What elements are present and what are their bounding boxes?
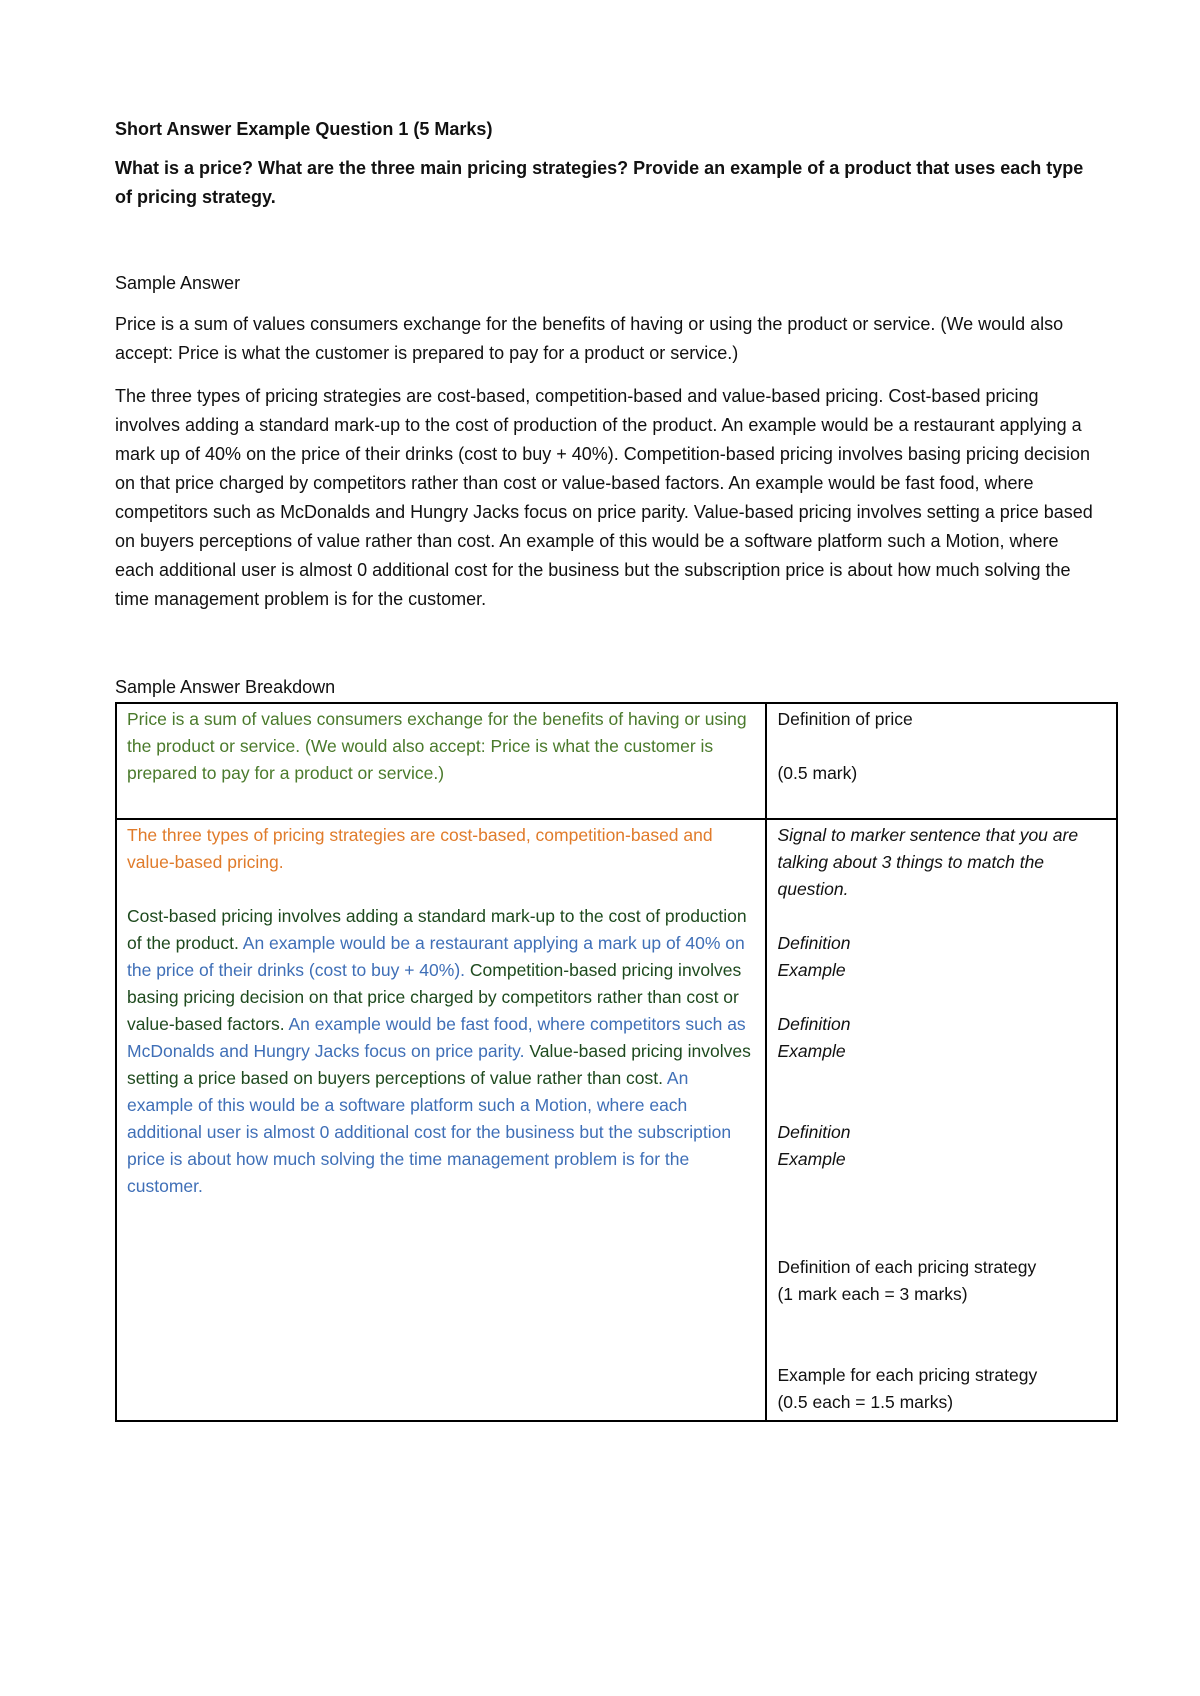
definition-note: Definition [777,1014,851,1034]
table-cell [766,819,1117,1421]
definition-each-label: Definition of each pricing strategy [777,1257,1037,1277]
value-example: An example of this would be a software platform such a Motion, where each additional user is almost 0 additional cost for the business but the subscription price is about how much solving the time management problem is for the customer. [127,1068,732,1196]
example-note: Example [777,960,846,980]
table-cell [766,703,1117,819]
signal-note: Signal to marker sentence that you are talking about 3 things to match the question. [777,825,1079,899]
table-row [116,703,1117,819]
table-cell [116,703,766,819]
competition-example: An example would be fast food, where competitors such as McDonalds and Hungry Jacks focus on price parity. [127,1014,746,1061]
definition-note: Definition [777,1122,851,1142]
cost-definition: Cost-based pricing involves adding a standard mark-up to the cost of production of the product. [127,906,747,953]
value-definition: Value-based pricing involves setting a price based on buyers perceptions of value rather than cost. [127,1041,751,1088]
sample-answer-label: Sample Answer [115,273,241,293]
answer-paragraph-1-text: Price is a sum of values consumers exchange for the benefits of having or using the product or service. (We would also accept: Price is what the customer is prepared to pay for a product or service.) [115,314,1064,363]
price-definition-text: Price is a sum of values consumers exchange for the benefits of having or using the product or service. (We would also accept: Price is what the customer is prepared to pay for a product or service.) [127,709,747,783]
table-row [116,819,1117,1421]
definition-note: Definition [777,933,851,953]
strategies-detail-text [127,903,755,1200]
document-content [115,114,1095,1422]
example-each-label: Example for each pricing strategy [777,1365,1038,1385]
definition-of-price-label: Definition of price [777,709,913,729]
breakdown-label: Sample Answer Breakdown [115,677,336,697]
table-cell [116,819,766,1421]
example-note: Example [777,1041,846,1061]
competition-definition: Competition-based pricing involves basing pricing decision on that price charged by competitors rather than cost or value-based factors. [127,960,742,1034]
example-note: Example [777,1149,846,1169]
price-mark-value: (0.5 mark) [777,763,858,783]
answer-paragraph-1 [115,310,1095,368]
definition-each-marks: (1 mark each = 3 marks) [777,1284,968,1304]
breakdown-table [115,702,1118,1422]
question-heading: Short Answer Example Question 1 (5 Marks) [115,119,493,139]
cost-example: An example would be a restaurant applying a mark up of 40% on the price of their drinks (cost to buy + 40%). [127,933,745,980]
example-each-marks: (0.5 each = 1.5 marks) [777,1392,954,1412]
answer-paragraph-2 [115,382,1095,614]
strategies-intro-text: The three types of pricing strategies are cost-based, competition-based and value-based pricing. [127,825,713,872]
question-text: What is a price? What are the three main pricing strategies? Provide an example of a product that uses each type of pricing strategy. [115,158,1084,207]
answer-paragraph-2-text: The three types of pricing strategies are cost-based, competition-based and value-based pricing. Cost-based pricing involves adding a standard mark-up to the cost of production of the product. An example would be a restaurant applying a mark up of 40% on the price of their drinks (cost to buy + 40%). Competition-based pricing involves basing pricing decision on that price charged by competitors rather than cost or value-based factors. An example would be fast food, where competitors such as McDonalds and Hungry Jacks focus on price parity. Value-based pricing involves setting a price based on buyers perceptions of value rather than cost. An example of this would be a software platform such a Motion, where each additional user is almost 0 additional cost for the business but the subscription price is about how much solving the time management problem is for the customer. [115,386,1093,609]
